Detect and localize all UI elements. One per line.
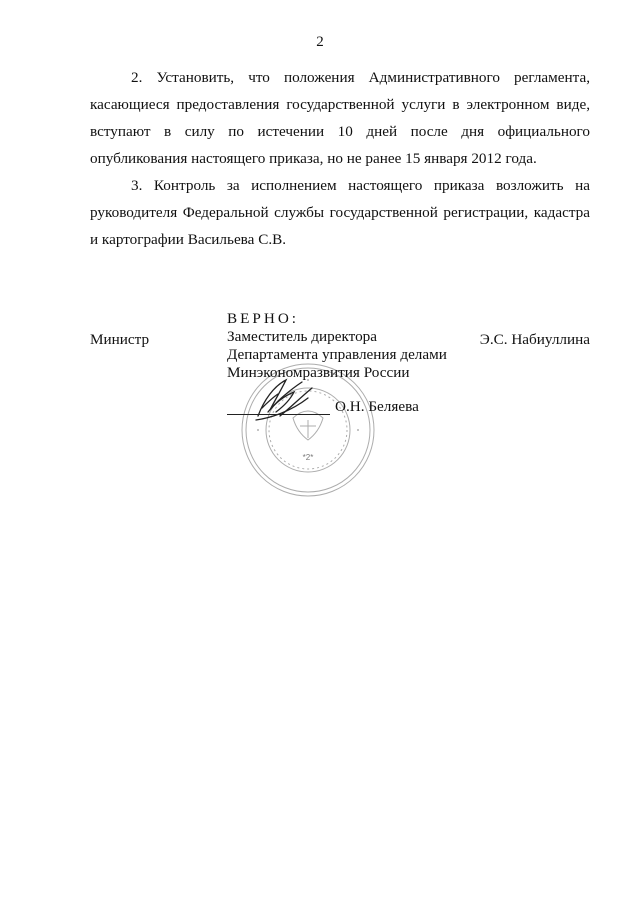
page-number: 2: [316, 34, 324, 50]
stamp-center-mark: *2*: [302, 453, 314, 462]
signature-line: [227, 414, 330, 415]
minister-title: Министр: [90, 331, 150, 348]
paragraph-3: 3. Контроль за исполнением настоящего приказа возложить на руководителя Федеральной службы государственной регистрации, кадастра и картографии Васильева С.В.: [90, 177, 590, 248]
signature-block: [0, 310, 640, 490]
certification-heading: ВЕРНО:: [227, 310, 300, 327]
signer-name: О.Н. Беляева: [335, 398, 419, 415]
minister-name: Э.С. Набиуллина: [479, 331, 590, 348]
certifier-ministry-line: Минэкономразвития России: [227, 364, 410, 381]
certifier-position-line: Заместитель директора: [227, 328, 377, 345]
document-body: [90, 64, 590, 253]
paragraph-2: 2. Установить, что положения Административного регламента, касающиеся предоставления государственной услуги в электронном виде, вступают в силу по истечении 10 дней после дня официального опубликования настоящего приказа, но не ранее 15 января 2012 года.: [90, 69, 590, 167]
certifier-department-line: Департамента управления делами: [227, 346, 447, 363]
